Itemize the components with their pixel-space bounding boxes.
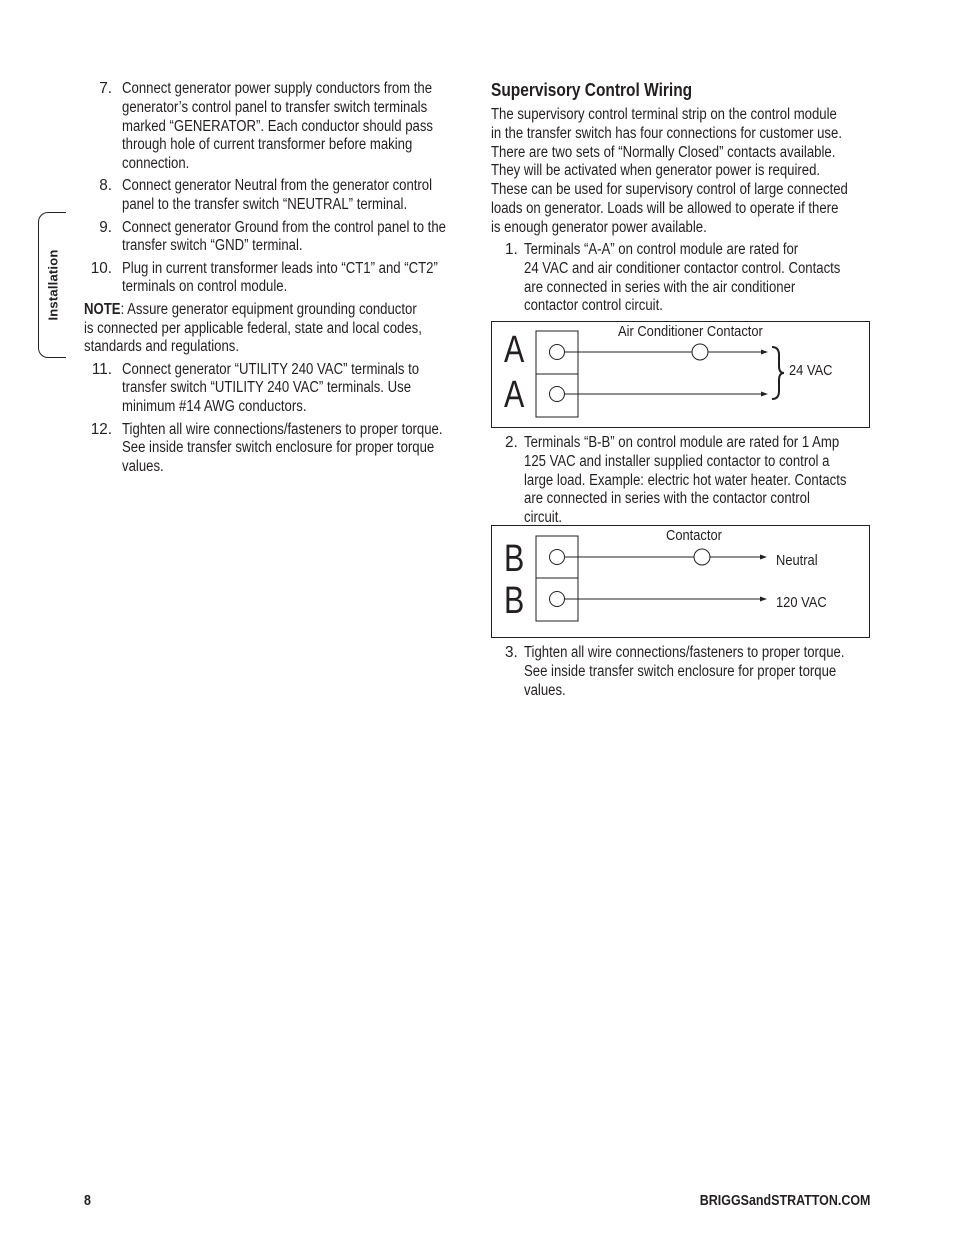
voltage-label: 120 VAC bbox=[776, 594, 827, 611]
letter-a-bottom: A bbox=[504, 374, 525, 416]
contactor-label: Contactor bbox=[666, 527, 722, 544]
step-number: 11. bbox=[91, 360, 112, 378]
note: NOTE: Assure generator equipment grounding conductor is connected per applicable federal, state and local codes, standards and regulations. bbox=[84, 300, 422, 356]
step-number: 1. bbox=[505, 241, 518, 259]
step-number: 7. bbox=[99, 80, 112, 97]
step-12 bbox=[84, 421, 530, 477]
terminal-screw-icon bbox=[550, 345, 565, 360]
right-column bbox=[491, 80, 931, 316]
contactor-coil-icon bbox=[692, 344, 708, 360]
section-heading: Supervisory Control Wiring bbox=[491, 80, 693, 100]
step-number: 10. bbox=[90, 259, 112, 277]
step-9 bbox=[84, 219, 530, 257]
step-number: 2. bbox=[505, 434, 518, 451]
step-11 bbox=[84, 361, 530, 417]
diagram-a-a bbox=[491, 321, 870, 428]
step-text: Connect generator Neutral from the generator control panel to the transfer switch “NEUTRAL” terminal. bbox=[122, 177, 433, 214]
voltage-label: 24 VAC bbox=[789, 362, 833, 379]
intro-paragraph: The supervisory control terminal strip on the control module in the transfer switch has four connections for customer use. There are two sets of “Normally Closed” contacts available. They will be activated when generator power is required. These can be used for supervisory control of large connected loads on generator. Loads will be allowed to operate if there is enough generator power available. bbox=[491, 106, 848, 236]
step-number: 3. bbox=[505, 644, 518, 661]
step-10 bbox=[84, 260, 530, 298]
brace-icon bbox=[772, 347, 784, 399]
step-text: Terminals “B-B” on control module are rated for 1 Amp 125 VAC and installer supplied contactor to control a large load. Example: electric hot water heater. Contacts are connected in series with the contactor control circuit. bbox=[524, 434, 847, 527]
step-text: Plug in current transformer leads into “CT1” and “CT2” terminals on control module. bbox=[122, 259, 438, 296]
step-list-b bbox=[84, 361, 530, 477]
section-tab bbox=[38, 212, 66, 358]
step-text: Connect generator power supply conductors from the generator’s control panel to transfer switch terminals marked “GENERATOR”. Each conductor should pass through hole of current transformer before making connection. bbox=[122, 80, 433, 173]
note-label: NOTE bbox=[84, 300, 121, 318]
step-2 bbox=[491, 434, 954, 528]
contactor-label: Air Conditioner Contactor bbox=[618, 323, 763, 340]
arrow-icon bbox=[760, 555, 767, 560]
step-text: Connect generator Ground from the control panel to the transfer switch “GND” terminal. bbox=[122, 218, 446, 255]
step-3 bbox=[491, 644, 954, 700]
arrow-icon bbox=[761, 350, 768, 355]
letter-b-top: B bbox=[504, 538, 525, 580]
step-text: Tighten all wire connections/fasteners to proper torque. See inside transfer switch enclosure for proper torque values. bbox=[122, 420, 443, 476]
arrow-icon bbox=[761, 392, 768, 397]
step-number: 8. bbox=[99, 177, 112, 195]
arrow-icon bbox=[760, 597, 767, 602]
terminal-screw-icon bbox=[550, 387, 565, 402]
step-text: Tighten all wire connections/fasteners to proper torque. See inside transfer switch enclosure for proper torque values. bbox=[524, 644, 845, 699]
letter-b-bottom: B bbox=[504, 580, 525, 622]
website-footer: BRIGGSandSTRATTON.COM bbox=[699, 1193, 870, 1209]
step-number: 12. bbox=[90, 420, 112, 438]
step-text: Connect generator “UTILITY 240 VAC” terminals to transfer switch “UTILITY 240 VAC” terminals. Use minimum #14 AWG conductors. bbox=[122, 360, 420, 416]
terminal-screw-icon bbox=[550, 550, 565, 565]
section-tab-label: Installation bbox=[45, 249, 61, 321]
terminal-screw-icon bbox=[550, 592, 565, 607]
left-column bbox=[84, 80, 530, 480]
step-1 bbox=[491, 241, 931, 316]
step-number: 9. bbox=[99, 218, 112, 236]
letter-a-top: A bbox=[504, 329, 525, 371]
step-8 bbox=[84, 177, 530, 215]
step-text: Terminals “A-A” on control module are rated for 24 VAC and air conditioner contactor control. Contacts are connected in series with the air conditioner contactor control circuit. bbox=[524, 241, 841, 315]
step-7 bbox=[84, 80, 530, 174]
step-list-a bbox=[84, 80, 530, 297]
page-number: 8 bbox=[84, 1193, 91, 1209]
diagram-b-b bbox=[491, 525, 870, 638]
contactor-coil-icon bbox=[694, 549, 710, 565]
neutral-label: Neutral bbox=[776, 552, 818, 569]
